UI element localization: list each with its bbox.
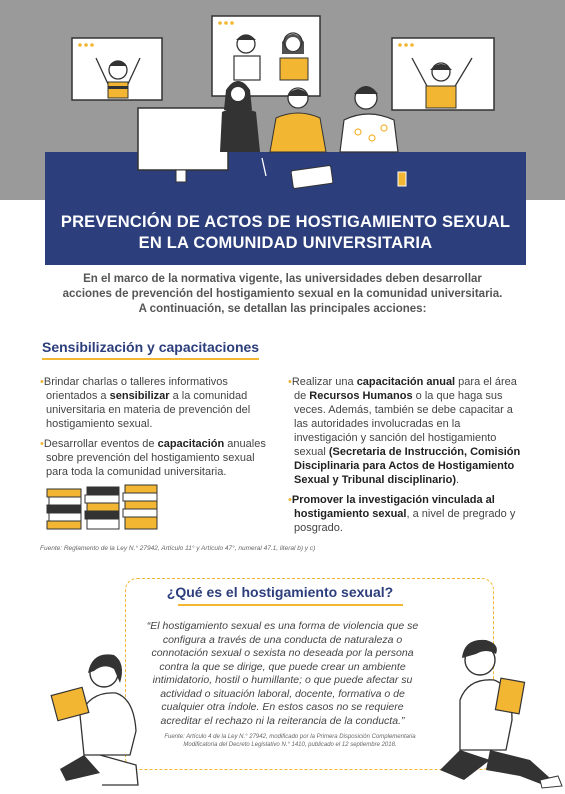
reading-girl-illustration [40, 645, 150, 789]
definition-quote: “El hostigamiento sexual es una forma de violencia que se configura a través de una conducta de naturaleza o connotación sexual o sexista no deseada por la persona contra la que se dirige, que puede crear un ambiente intimidatorio, hostil o humillante; o que puede afectar su actividad o situación laboral, docente, formativa o de cualquier otra índole. En estos casos no se requiere acreditar el rechazo ni la reiterancia de la conducta.” [146, 620, 419, 727]
reading-boy-illustration [420, 620, 565, 789]
list-item: •Brindar charlas o talleres informativos orientados a sensibilizar a la comunidad universitaria en materia de prevención del hostigamiento sexual. [40, 376, 251, 430]
list-item: •Desarrollar eventos de capacitación anuales sobre prevención del hostigamiento sexual para toda la comunidad universitaria. [40, 438, 266, 478]
page-title-line1: PREVENCIÓN DE ACTOS DE HOSTIGAMIENTO SEXUAL [60, 212, 511, 231]
intro-line: A continuación, se detallan las principales acciones: [138, 303, 427, 315]
title-underline [178, 604, 403, 606]
title-banner [45, 200, 526, 265]
intro-paragraph [40, 272, 525, 317]
page-title-line2: EN LA COMUNIDAD UNIVERSITARIA [138, 233, 433, 252]
intro-line: acciones de prevención del hostigamiento sexual en la comunidad universitaria. [62, 288, 503, 300]
video-meeting-illustration [0, 0, 565, 200]
bullet-dot: • [40, 438, 44, 450]
bullet-dot: • [288, 376, 292, 388]
right-column [288, 375, 523, 541]
definition-title: ¿Qué es el hostigamiento sexual? [166, 584, 394, 600]
section-title: Sensibilización y capacitaciones [42, 339, 259, 360]
source-note: Fuente: Reglamento de la Ley N.° 27942, Artículo 11° y Artículo 47°, numeral 47.1, literal b) y c) [40, 545, 316, 552]
list-item: •Realizar una capacitación anual para el área de Recursos Humanos o la que haga sus veces. Además, también se debe capacitar a las autoridades involucradas en la investigación y sanción del hostigamiento sexual (Secretaria de Instrucción, Comisión Disciplinaria para Actos de Hostigamiento Sexual y Tribunal disciplinario). [288, 376, 521, 486]
left-column [40, 375, 272, 485]
intro-line: En el marco de la normativa vigente, las universidades deben desarrollar [83, 273, 482, 285]
definition-source: Fuente: Artículo 4 de la Ley N.° 27942, modificado por la Primera Disposición Complementaria Modificatoria del Decreto Legislativo N.° 1410, publicado el 12 septiembre 2018. [164, 734, 416, 748]
list-item: •Promover la investigación vinculada al hostigamiento sexual, a nivel de pregrado y posgrado. [288, 494, 516, 534]
bullet-dot: • [40, 376, 44, 388]
bullet-dot: • [288, 494, 292, 506]
books-stack-illustration [45, 483, 160, 533]
